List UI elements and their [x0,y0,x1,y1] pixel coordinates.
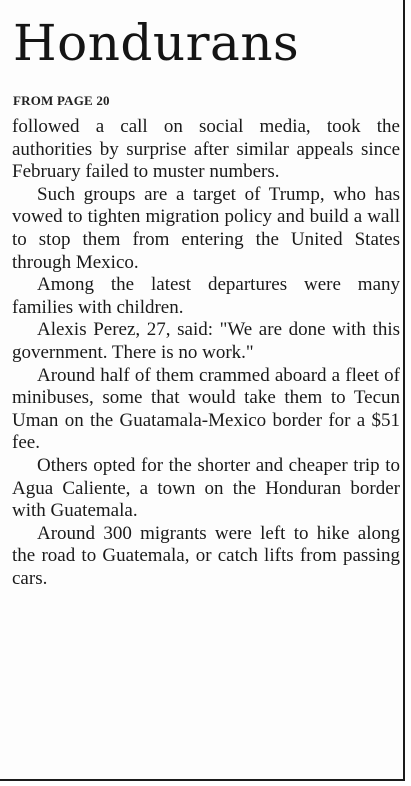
continuation-label: FROM PAGE 20 [13,93,110,108]
paragraph-6: Others opted for the shorter and cheaper trip to Agua Caliente, a town on the Honduran border with Guatemala. [12,454,400,522]
paragraph-3: Among the latest departures were many families with children. [12,274,400,318]
paragraph-5: Around half of them crammed aboard a fleet of minibuses, some that would take them to Tecun Uman on the Guatamala-Mexico border for a $51 fee. [12,364,400,454]
paragraph-1: followed a call on social media, took the authorities by surprise after similar appeals since February failed to muster numbers. [12,116,400,183]
article-body [12,116,400,590]
paragraph-7: Around 300 migrants were left to hike along the road to Guatemala, or catch lifts from passing cars. [12,522,400,589]
paragraph-4: Alexis Perez, 27, said: "We are done with this government. There is no work." [12,319,400,363]
headline: Hondurans [13,14,300,72]
paragraph-2: Such groups are a target of Trump, who has vowed to tighten migration policy and build a wall to stop them from entering the United States through Mexico. [12,183,400,273]
